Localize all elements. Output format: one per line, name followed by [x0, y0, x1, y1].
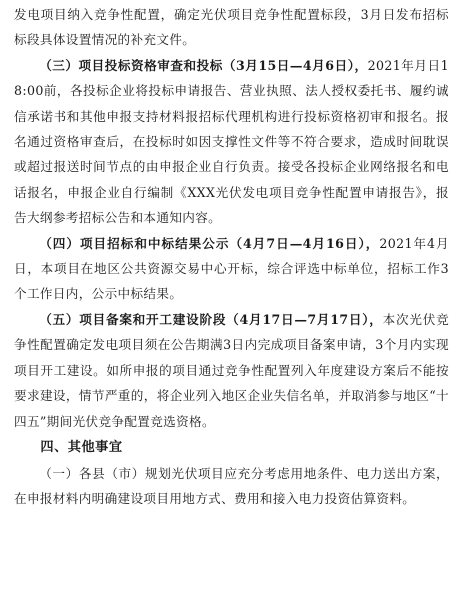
section-heading-other-matters: 四、其他事宜	[40, 439, 123, 455]
paragraph-bid-result	[14, 231, 449, 307]
paragraph-county-planning	[14, 461, 449, 512]
subsection-heading-three: （三）项目投标资格审查和投标（3月15日—4月6日），	[39, 57, 368, 73]
paragraph-text: 2021年月日18:00前，各投标企业将投标申请报告、营业执照、法人授权委托书、履约诚信承诺书和其他申报支持材料报招标代理机构进行投标资格初审和报名。报名通过资格审查后，在投标时如因支撑性文件等不符合要求，造成时间耽误或超过报送时间节点的由申报企业自行负责。接受各投标企业网络报名和电话报名，申报企业自行编制《XXX光伏发电项目竞争性配置申请报告》，报告大纲参考招标公告和本通知内容。	[14, 57, 449, 226]
paragraph-text: （一）各县（市）规划光伏项目应充分考虑用地条件、电力送出方案，在申报材料内明确建设项目用地方式、费用和接入电力投资估算资料。	[14, 465, 449, 507]
paragraph-bid-qualification	[14, 53, 449, 231]
paragraph-text: 本次光伏竞争性配置确定发电项目须在公告期满3日内完成项目备案申请，3个月内实现项目开工建设。如所申报的项目通过竞争性配置列入年度建设方案后不能按要求建设，情节严重的，将企业列入地区企业失信名单，并取消参与地区“十四五”期间光伏竞争配置竞选资格。	[14, 311, 450, 429]
paragraph-filing-construction	[14, 307, 449, 434]
paragraph-text: 2021年4月日，本项目在地区公共资源交易中心开标，综合评选中标单位，招标工作3个工作日内，公示中标结果。	[14, 235, 449, 302]
subsection-heading-five: （五）项目备案和开工建设阶段（4月17日—7月17日），	[39, 311, 383, 327]
paragraph-continuation	[14, 2, 449, 53]
paragraph-text: 发电项目纳入竞争性配置，确定光伏项目竞争性配置标段，3月日发布招标标段具体设置情况的补充文件。	[14, 7, 449, 48]
subsection-heading-four: （四）项目招标和中标结果公示（4月7日—4月16日），	[39, 235, 380, 251]
